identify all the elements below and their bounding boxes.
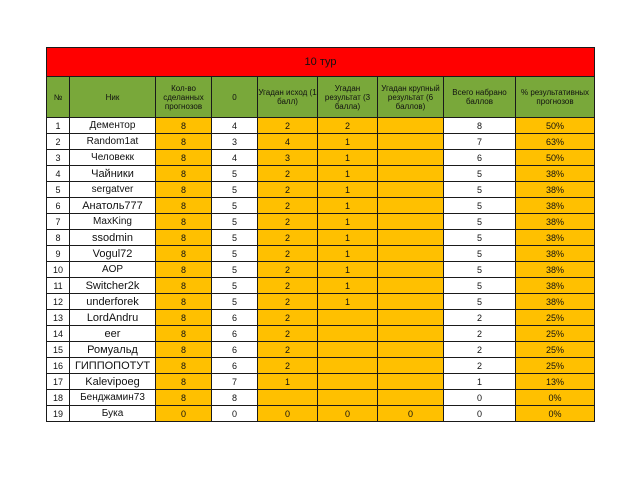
total-points-cell: 5 [444,198,516,214]
nick-cell: Дементор [70,118,156,134]
table-row [47,230,595,246]
predictions-made-cell: 8 [156,134,212,150]
outcome-cell: 2 [258,118,318,134]
outcome-cell: 2 [258,294,318,310]
big-result-cell [378,182,444,198]
outcome-cell: 2 [258,310,318,326]
percent-cell: 25% [516,326,595,342]
total-points-cell: 5 [444,262,516,278]
row-number-cell: 12 [47,294,70,310]
percent-cell: 50% [516,118,595,134]
zero-cell: 5 [212,198,258,214]
big-result-cell [378,214,444,230]
result-cell: 1 [318,294,378,310]
result-cell: 1 [318,214,378,230]
percent-cell: 50% [516,150,595,166]
outcome-cell: 0 [258,406,318,422]
result-cell: 1 [318,150,378,166]
predictions-made-cell: 8 [156,150,212,166]
nick-cell: ГИППОПОТУТ [70,358,156,374]
predictions-made-cell: 8 [156,294,212,310]
row-number-cell: 2 [47,134,70,150]
outcome-cell: 2 [258,358,318,374]
zero-cell: 4 [212,150,258,166]
result-cell [318,390,378,406]
table-row [47,246,595,262]
outcome-cell: 2 [258,214,318,230]
big-result-cell [378,230,444,246]
col-header-result-guessed: Угадан результат (3 балла) [318,77,378,118]
nick-cell: sergatver [70,182,156,198]
total-points-cell: 5 [444,294,516,310]
nick-cell: Бенджамин73 [70,390,156,406]
big-result-cell: 0 [378,406,444,422]
table-row [47,166,595,182]
zero-cell: 5 [212,278,258,294]
row-number-cell: 5 [47,182,70,198]
total-points-cell: 5 [444,182,516,198]
zero-cell: 5 [212,262,258,278]
outcome-cell: 2 [258,278,318,294]
big-result-cell [378,310,444,326]
col-header-percent-successful: % результативных прогнозов [516,77,595,118]
big-result-cell [378,150,444,166]
total-points-cell: 0 [444,406,516,422]
table-row [47,278,595,294]
nick-cell: Человекк [70,150,156,166]
nick-cell: Анатоль777 [70,198,156,214]
row-number-cell: 16 [47,358,70,374]
outcome-cell: 2 [258,182,318,198]
table-row [47,118,595,134]
percent-cell: 38% [516,230,595,246]
outcome-cell: 2 [258,166,318,182]
zero-cell: 5 [212,294,258,310]
predictions-made-cell: 8 [156,214,212,230]
row-number-cell: 19 [47,406,70,422]
percent-cell: 38% [516,214,595,230]
percent-cell: 38% [516,278,595,294]
nick-cell: Random1at [70,134,156,150]
row-number-cell: 18 [47,390,70,406]
outcome-cell: 2 [258,230,318,246]
percent-cell: 63% [516,134,595,150]
predictions-made-cell: 8 [156,166,212,182]
result-cell: 1 [318,278,378,294]
col-header-big-result-guessed: Угадан крупный результат (6 баллов) [378,77,444,118]
row-number-cell: 9 [47,246,70,262]
percent-cell: 25% [516,358,595,374]
predictions-made-cell: 8 [156,310,212,326]
result-cell: 1 [318,262,378,278]
col-header-number: № [47,77,70,118]
nick-cell: Vogul72 [70,246,156,262]
row-number-cell: 8 [47,230,70,246]
nick-cell: Switcher2k [70,278,156,294]
nick-cell: Бука [70,406,156,422]
big-result-cell [378,294,444,310]
zero-cell: 8 [212,390,258,406]
row-number-cell: 11 [47,278,70,294]
total-points-cell: 8 [444,118,516,134]
predictions-made-cell: 8 [156,182,212,198]
total-points-cell: 0 [444,390,516,406]
outcome-cell: 1 [258,374,318,390]
percent-cell: 38% [516,182,595,198]
big-result-cell [378,166,444,182]
zero-cell: 6 [212,310,258,326]
predictions-made-cell: 0 [156,406,212,422]
nick-cell: MaxKing [70,214,156,230]
result-cell: 1 [318,246,378,262]
percent-cell: 0% [516,390,595,406]
predictions-made-cell: 8 [156,118,212,134]
total-points-cell: 5 [444,214,516,230]
zero-cell: 5 [212,166,258,182]
row-number-cell: 17 [47,374,70,390]
big-result-cell [378,278,444,294]
table-row [47,134,595,150]
row-number-cell: 15 [47,342,70,358]
result-cell: 2 [318,118,378,134]
outcome-cell: 2 [258,262,318,278]
big-result-cell [378,390,444,406]
outcome-cell: 2 [258,246,318,262]
table-row [47,326,595,342]
table-row [47,358,595,374]
nick-cell: AOP [70,262,156,278]
row-number-cell: 4 [47,166,70,182]
header-row [47,77,595,118]
table-row [47,182,595,198]
table-row [47,374,595,390]
big-result-cell [378,134,444,150]
result-cell [318,342,378,358]
table-row [47,150,595,166]
row-number-cell: 3 [47,150,70,166]
total-points-cell: 1 [444,374,516,390]
predictions-made-cell: 8 [156,390,212,406]
col-header-total-points: Всего набрано баллов [444,77,516,118]
result-cell: 0 [318,406,378,422]
outcome-cell: 4 [258,134,318,150]
result-cell [318,374,378,390]
percent-cell: 38% [516,262,595,278]
big-result-cell [378,246,444,262]
result-cell: 1 [318,230,378,246]
big-result-cell [378,358,444,374]
outcome-cell: 2 [258,342,318,358]
zero-cell: 3 [212,134,258,150]
row-number-cell: 1 [47,118,70,134]
big-result-cell [378,374,444,390]
percent-cell: 25% [516,342,595,358]
zero-cell: 5 [212,182,258,198]
predictions-made-cell: 8 [156,342,212,358]
total-points-cell: 5 [444,278,516,294]
predictions-made-cell: 8 [156,326,212,342]
row-number-cell: 10 [47,262,70,278]
zero-cell: 7 [212,374,258,390]
row-number-cell: 13 [47,310,70,326]
outcome-cell: 3 [258,150,318,166]
table-row [47,342,595,358]
result-cell [318,358,378,374]
outcome-cell [258,390,318,406]
row-number-cell: 7 [47,214,70,230]
big-result-cell [378,342,444,358]
predictions-made-cell: 8 [156,198,212,214]
table-row [47,406,595,422]
nick-cell: eer [70,326,156,342]
predictions-made-cell: 8 [156,246,212,262]
zero-cell: 6 [212,326,258,342]
total-points-cell: 2 [444,326,516,342]
predictions-made-cell: 8 [156,358,212,374]
outcome-cell: 2 [258,326,318,342]
total-points-cell: 5 [444,230,516,246]
round-title: 10 тур [47,48,595,77]
zero-cell: 5 [212,246,258,262]
zero-cell: 5 [212,214,258,230]
total-points-cell: 5 [444,246,516,262]
col-header-nick: Ник [70,77,156,118]
nick-cell: Чайники [70,166,156,182]
percent-cell: 13% [516,374,595,390]
col-header-zero: 0 [212,77,258,118]
big-result-cell [378,262,444,278]
table-row [47,310,595,326]
percent-cell: 38% [516,166,595,182]
total-points-cell: 2 [444,342,516,358]
nick-cell: Kalevipoeg [70,374,156,390]
percent-cell: 38% [516,198,595,214]
big-result-cell [378,198,444,214]
total-points-cell: 7 [444,134,516,150]
total-points-cell: 6 [444,150,516,166]
big-result-cell [378,118,444,134]
predictions-made-cell: 8 [156,278,212,294]
total-points-cell: 5 [444,166,516,182]
zero-cell: 4 [212,118,258,134]
nick-cell: LordAndru [70,310,156,326]
result-cell [318,310,378,326]
zero-cell: 6 [212,342,258,358]
predictions-made-cell: 8 [156,262,212,278]
table-row [47,198,595,214]
predictions-made-cell: 8 [156,230,212,246]
results-table [46,47,595,422]
row-number-cell: 6 [47,198,70,214]
total-points-cell: 2 [444,358,516,374]
big-result-cell [378,326,444,342]
outcome-cell: 2 [258,198,318,214]
nick-cell: ssodmin [70,230,156,246]
percent-cell: 0% [516,406,595,422]
zero-cell: 6 [212,358,258,374]
result-cell: 1 [318,182,378,198]
result-cell [318,326,378,342]
zero-cell: 5 [212,230,258,246]
predictions-made-cell: 8 [156,374,212,390]
table-row [47,214,595,230]
table-row [47,262,595,278]
nick-cell: Ромуальд [70,342,156,358]
col-header-outcome-guessed: Угадан исход (1 балл) [258,77,318,118]
col-header-predictions-made: Кол-во сделанных прогнозов [156,77,212,118]
zero-cell: 0 [212,406,258,422]
result-cell: 1 [318,134,378,150]
nick-cell: underforek [70,294,156,310]
result-cell: 1 [318,198,378,214]
result-cell: 1 [318,166,378,182]
percent-cell: 38% [516,294,595,310]
table-row [47,294,595,310]
row-number-cell: 14 [47,326,70,342]
total-points-cell: 2 [444,310,516,326]
percent-cell: 25% [516,310,595,326]
table-row [47,390,595,406]
percent-cell: 38% [516,246,595,262]
